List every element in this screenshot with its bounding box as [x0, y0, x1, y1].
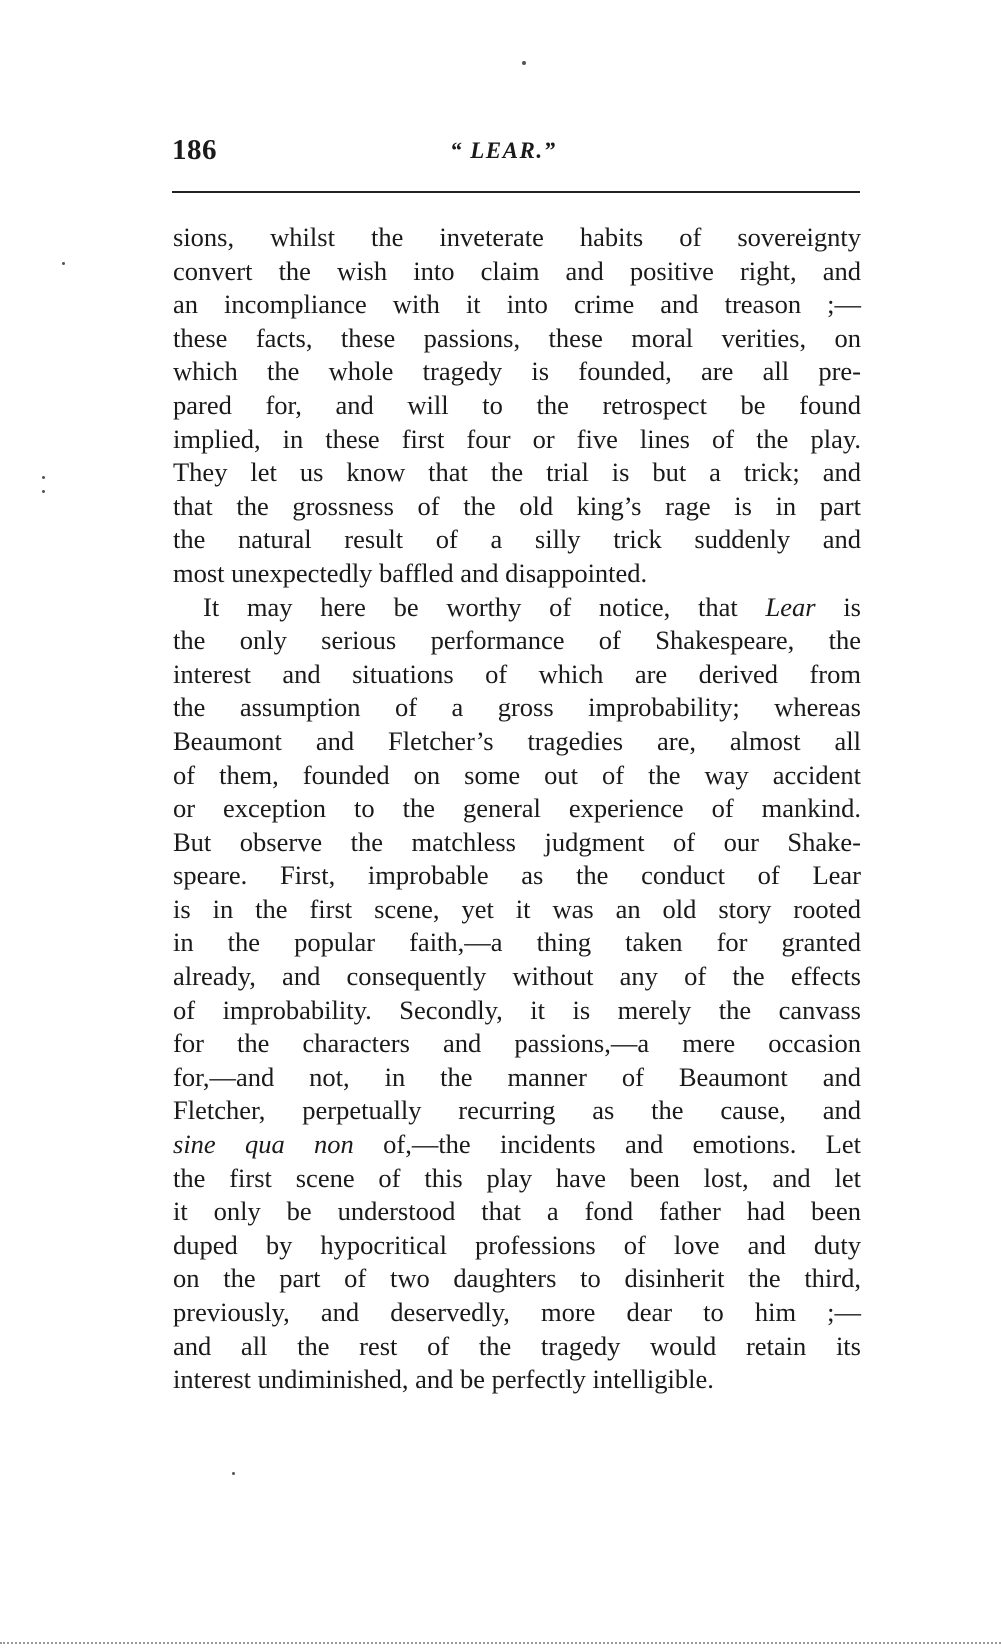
- text-line: it only be understood that a fond father had been: [173, 1196, 861, 1227]
- scan-edge-artifact: [0, 1642, 1001, 1646]
- text-line: pared for, and will to the retrospect be found: [173, 389, 861, 420]
- text-line: duped by hypocritical professions of love and duty: [173, 1229, 861, 1260]
- text-line: for,—and not, in the manner of Beaumont and: [173, 1061, 861, 1092]
- text-line: sions, whilst the inveterate habits of sovereignty: [173, 222, 861, 252]
- text-line: that the grossness of the old king’s rage is in part: [173, 490, 861, 521]
- text-line: They let us know that the trial is but a trick; and: [173, 457, 861, 488]
- scan-speck: [42, 476, 45, 479]
- text-line: Beaumont and Fletcher’s tragedies are, almost all: [173, 725, 861, 756]
- running-head: “ LEAR.”: [450, 138, 557, 163]
- paragraph-end-line: most unexpectedly baffled and disappointed.: [173, 557, 648, 588]
- paragraph-start-line: [173, 591, 861, 625]
- text-line: is in the first scene, yet it was an old story rooted: [173, 893, 861, 924]
- text-line: of them, founded on some out of the way accident: [173, 759, 861, 790]
- page-number: 186: [172, 134, 217, 166]
- text-line: the first scene of this play have been lost, and let: [173, 1162, 861, 1193]
- scan-speck: [62, 262, 65, 265]
- text-line: these facts, these passions, these moral verities, on: [173, 322, 861, 353]
- header-rule: [172, 191, 860, 193]
- text-line: in the popular faith,—a thing taken for granted: [173, 927, 861, 958]
- paragraph-end-line: interest undiminished, and be perfectly intelligible.: [173, 1364, 714, 1395]
- italic-phrase-sine-qua-non: sine qua non: [173, 1129, 354, 1160]
- italic-title-lear: Lear: [765, 591, 816, 622]
- text-line: convert the wish into claim and positive right, and: [173, 255, 861, 286]
- text-fragment: of,—the incidents and emotions. Let: [353, 1129, 861, 1160]
- text-line: which the whole tragedy is founded, are all pre-: [173, 356, 861, 387]
- text-line: of improbability. Secondly, it is merely the canvass: [173, 994, 861, 1025]
- text-line: interest and situations of which are derived from: [173, 658, 861, 689]
- text-line: [173, 1128, 861, 1162]
- text-fragment: is: [815, 591, 861, 622]
- scan-speck: [232, 1472, 235, 1475]
- text-line: an incompliance with it into crime and treason ;—: [173, 289, 861, 320]
- text-line: the natural result of a silly trick suddenly and: [173, 524, 861, 555]
- body-text: [173, 221, 861, 1397]
- text-line: implied, in these first four or five lines of the play.: [173, 423, 861, 454]
- text-line: the assumption of a gross improbability; whereas: [173, 692, 861, 723]
- text-line: But observe the matchless judgment of our Shake-: [173, 826, 861, 857]
- scan-speck: [522, 61, 526, 65]
- text-line: on the part of two daughters to disinherit the third,: [173, 1263, 861, 1294]
- text-line: for the characters and passions,—a mere occasion: [173, 1028, 861, 1059]
- text-line: previously, and deservedly, more dear to him ;—: [173, 1297, 861, 1327]
- text-fragment: It may here be worthy of notice, that: [203, 591, 766, 622]
- text-line: already, and consequently without any of the effects: [173, 961, 861, 992]
- scan-speck: [42, 490, 45, 493]
- text-line: Fletcher, perpetually recurring as the cause, and: [173, 1095, 861, 1126]
- text-line: speare. First, improbable as the conduct of Lear: [173, 860, 861, 891]
- text-line: and all the rest of the tragedy would retain its: [173, 1330, 861, 1361]
- text-line: or exception to the general experience of mankind.: [173, 793, 861, 824]
- text-line: the only serious performance of Shakespeare, the: [173, 625, 861, 656]
